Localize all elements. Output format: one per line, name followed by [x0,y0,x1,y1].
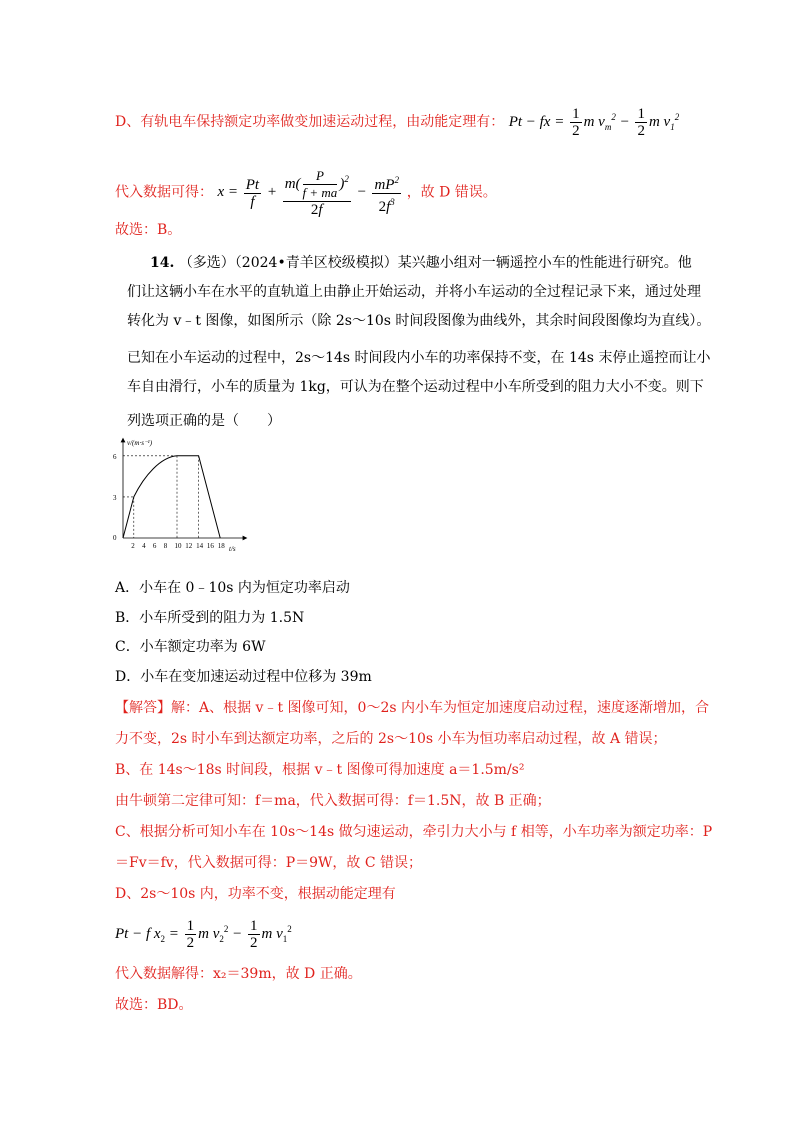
vt-graph [105,432,255,557]
question14-line1 [150,253,692,273]
option-d: D．小车在变加速运动过程中位移为 39m [115,669,372,685]
solution14-line2: 力不变，2s 时小车到达额定功率，之后的 2s～10s 小车为恒功率启动过程，故 A 错误； [115,731,667,747]
solution14-line3: B、在 14s～18s 时间段，根据 v﹣t 图像可得加速度 a＝1.5m/s² [115,762,525,778]
x-tick-12: 12 [185,542,193,550]
solution13-d-prefix: D、有轨电车保持额定功率做变加速运动过程，由动能定理有： [115,113,505,130]
solution13-sub-line [115,168,497,218]
solution14-line8: 代入数据解得：x₂＝39m，故 D 正确。 [115,966,362,982]
x-tick-10: 10 [174,542,182,550]
question14-line5: 车自由滑行，小车的质量为 1kg，可认为在整个运动过程中小车所受到的阻力大小不变。则下 [127,379,704,395]
solution13-sub-prefix: 代入数据可得： [115,184,213,201]
solution14-line5: C、根据分析可知小车在 10s～14s 做匀速运动，牵引力大小与 f 相等，小车功率为额定功率：P [115,824,713,840]
x-tick-14: 14 [196,542,204,550]
question14-line3: 转化为 v﹣t 图像，如图所示（除 2s～10s 时间段图像为曲线外，其余时间段图像均为直线）。 [127,313,711,329]
question14-number: 14. [150,255,175,271]
y-tick-6: 6 [113,453,117,461]
x-tick-8: 8 [163,542,168,550]
option-b: B．小车所受到的阻力为 1.5N [115,610,305,626]
vt-curve [123,456,220,538]
x-ticks [131,542,225,550]
option-c: C．小车额定功率为 6W [115,639,266,655]
displacement-formula-13: x = $\frac{Pt}{f}$ + m( $\frac{P}{f + ma}$ )$^2$ 2f − $\frac{mP^2}{2f^3}$ [217,168,399,218]
graph-ylabel: v/(m·s⁻¹) [127,439,153,447]
x-tick-6: 6 [152,542,157,550]
y-tick-0: 0 [113,534,117,542]
x-tick-18: 18 [217,542,225,550]
question14-line1-text: （多选）（2024•青羊区校级模拟）某兴趣小组对一辆遥控小车的性能进行研究。他 [178,255,692,271]
solution13-answer: 故选：B。 [115,222,182,238]
energy-equation-14: Pt − f $x_2$ = $\frac{1}{2}$ m $v_2^2$ − $\frac{1}{2}$ m $v_1^2$ [115,918,292,951]
question14-line6: 列选项正确的是（ ） [127,413,281,429]
solution14-line1: 【解答】解：A、根据 v﹣t 图像可知，0～2s 内小车为恒定加速度启动过程，速度逐渐增加，合 [115,700,709,716]
y-tick-3: 3 [113,494,117,502]
solution13-d-line [115,106,679,139]
question14-line4: 已知在小车运动的过程中，2s～14s 时间段内小车的功率保持不变，在 14s 末停止遥控而让小 [127,350,711,366]
solution13-sub-suffix: ，故 D 错误。 [406,184,497,201]
x-tick-2: 2 [131,542,135,550]
option-a: A．小车在 0﹣10s 内为恒定功率启动 [115,580,350,596]
solution14-line4: 由牛顿第二定律可知：f＝ma，代入数据可得：f＝1.5N，故 B 正确； [115,793,551,809]
energy-equation-13: Pt − fx = $\frac{1}{2}$ m $v_m^2$ − $\frac{1}{2}$ m $v_1^2$ [508,106,680,139]
x-tick-16: 16 [206,542,214,550]
solution14-line6: ＝Fv＝fv，代入数据可得：P＝9W，故 C 错误； [115,855,423,871]
solution14-answer: 故选：BD。 [115,997,193,1013]
x-tick-4: 4 [142,542,146,550]
solution14-line7: D、2s～10s 内，功率不变，根据动能定理有 [115,886,396,902]
graph-xlabel: t/s [229,545,236,553]
question14-line2: 们让这辆小车在水平的直轨道上由静止开始运动，并将小车运动的全过程记录下来，通过处理 [127,284,701,300]
